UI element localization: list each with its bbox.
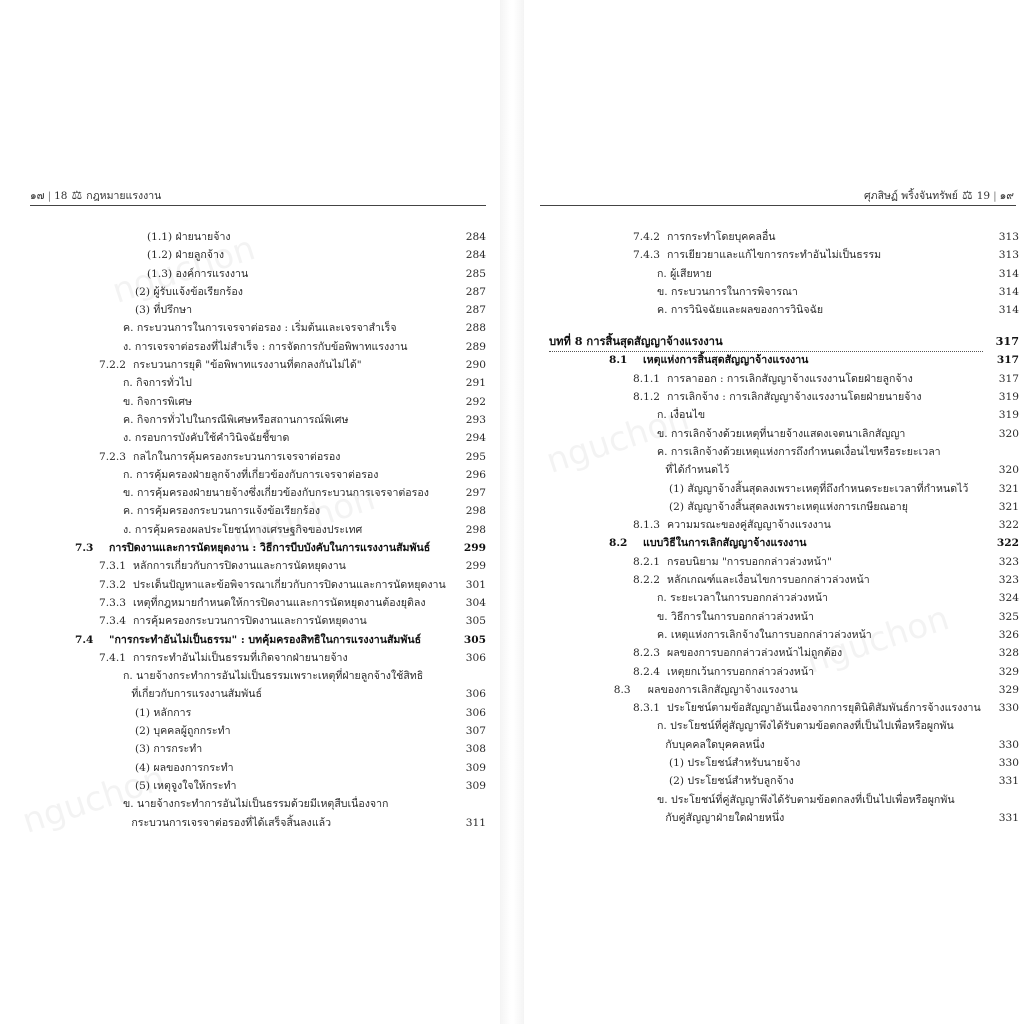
page-reference: 324 bbox=[998, 592, 1019, 605]
entry-title: (5) เหตุจูงใจให้กระทำ bbox=[135, 779, 237, 792]
page-reference: 298 bbox=[465, 523, 486, 536]
entry-title: การลาออก : การเลิกสัญญาจ้างแรงงานโดยฝ่ายลูกจ้าง bbox=[667, 372, 913, 385]
page-reference: 287 bbox=[465, 285, 486, 298]
page-reference: 321 bbox=[998, 500, 1019, 513]
toc-entry bbox=[0, 631, 486, 649]
toc-entry bbox=[524, 370, 1019, 388]
section-number: 7.3.4 bbox=[99, 615, 126, 628]
entry-title: (3) ที่ปรึกษา bbox=[135, 304, 193, 317]
toc-entry bbox=[0, 356, 486, 374]
entry-title: ผลของการบอกกล่าวล่วงหน้าไม่ถูกต้อง bbox=[667, 647, 843, 660]
entry-title: ง. กรอบการบังคับใช้คำวินิจฉัยชี้ขาด bbox=[123, 432, 290, 445]
toc-entry bbox=[524, 791, 1019, 809]
left-page bbox=[0, 0, 500, 1024]
entry-title: กับบุคคลใดบุคคลหนึ่ง bbox=[665, 738, 765, 751]
page-reference: 317 bbox=[995, 334, 1019, 349]
toc-entry bbox=[0, 685, 486, 703]
entry-title: การปิดงานและการนัดหยุดงาน : วิธีการบีบบังคับในการแรงงานสัมพันธ์ bbox=[109, 542, 431, 555]
page-reference: 309 bbox=[465, 761, 486, 774]
entry-title: (3) การกระทำ bbox=[135, 743, 203, 756]
entry-title: (1.1) ฝ่ายนายจ้าง bbox=[147, 231, 231, 243]
page-reference: 295 bbox=[465, 450, 486, 463]
toc-entry bbox=[0, 265, 486, 283]
entry-title: ประเด็นปัญหาและข้อพิจารณาเกี่ยวกับการปิดงานและการนัดหยุดงาน bbox=[133, 578, 446, 591]
page-reference: 305 bbox=[463, 633, 486, 646]
toc-entry bbox=[0, 722, 486, 740]
page-reference: 330 bbox=[998, 757, 1019, 770]
page-reference: 291 bbox=[465, 377, 486, 390]
page-reference: 306 bbox=[465, 688, 486, 701]
entry-title: (2) ประโยชน์สำหรับลูกจ้าง bbox=[669, 775, 794, 788]
page-reference: 331 bbox=[998, 775, 1019, 788]
toc-entry bbox=[524, 571, 1019, 589]
entry-title: ข. วิธีการในการบอกกล่าวล่วงหน้า bbox=[657, 610, 815, 623]
page-reference: 292 bbox=[465, 395, 486, 408]
toc-entry bbox=[524, 516, 1019, 534]
page-number: 18 bbox=[54, 190, 68, 202]
toc-entry bbox=[524, 246, 1019, 264]
page-reference: 299 bbox=[463, 542, 486, 555]
page-reference: 330 bbox=[998, 702, 1019, 715]
toc-entry bbox=[0, 448, 486, 466]
page-reference: 314 bbox=[998, 304, 1019, 317]
section-number: 7.4 bbox=[75, 633, 94, 646]
entry-title: ก. ระยะเวลาในการบอกกล่าวล่วงหน้า bbox=[657, 592, 828, 605]
scales-of-justice-icon: ⚖ bbox=[961, 188, 973, 202]
entry-title: ข. นายจ้างกระทำการอันไม่เป็นธรรมด้วยมีเหตุสืบเนื่องจาก bbox=[123, 798, 389, 811]
toc-entry bbox=[524, 425, 1019, 443]
right-page bbox=[524, 0, 1024, 1024]
toc-entry bbox=[0, 301, 486, 319]
section-number: 8.1.3 bbox=[633, 519, 660, 532]
page-reference: 307 bbox=[465, 725, 486, 738]
entry-title: กระบวนการเจรจาต่อรองที่ได้เสร็จสิ้นลงแล้ว bbox=[131, 816, 332, 829]
toc-entry bbox=[524, 443, 1019, 461]
page-reference: 284 bbox=[465, 231, 486, 243]
section-number: 8.2.1 bbox=[633, 555, 660, 568]
toc-entry bbox=[0, 393, 486, 411]
header-separator: | bbox=[993, 190, 997, 202]
entry-title: ค. การวินิจฉัยและผลของการวินิจฉัย bbox=[657, 304, 824, 317]
entry-title: กับคู่สัญญาฝ่ายใดฝ่ายหนึ่ง bbox=[665, 811, 785, 824]
entry-title: ก. เงื่อนไข bbox=[657, 409, 706, 422]
toc-entry bbox=[524, 553, 1019, 571]
entry-title: ที่ได้กำหนดไว้ bbox=[665, 464, 730, 477]
section-number: 8.2.2 bbox=[633, 574, 660, 587]
page-reference: 317 bbox=[996, 354, 1019, 367]
section-number: 7.2.3 bbox=[99, 450, 126, 463]
section-number: 7.4.1 bbox=[99, 651, 126, 664]
entry-title: เหตุแห่งการสิ้นสุดสัญญาจ้างแรงงาน bbox=[643, 354, 809, 367]
page-reference: 314 bbox=[998, 267, 1019, 280]
toc-entry bbox=[0, 246, 486, 264]
toc-entry bbox=[524, 534, 1019, 552]
toc-entry bbox=[0, 649, 486, 667]
toc-entry bbox=[524, 644, 1019, 662]
entry-title: ค. การเลิกจ้างด้วยเหตุแห่งการถึงกำหนดเงื่อนไขหรือระยะเวลา bbox=[657, 445, 941, 458]
page-reference: 321 bbox=[998, 482, 1019, 495]
toc-entry bbox=[524, 351, 1019, 369]
toc-entry bbox=[0, 795, 486, 813]
page-reference: 305 bbox=[465, 615, 486, 628]
section-number: 7.3.2 bbox=[99, 578, 126, 591]
entry-title: (1) สัญญาจ้างสิ้นสุดลงเพราะเหตุที่ถึงกำหนดระยะเวลาที่กำหนดไว้ bbox=[669, 482, 969, 495]
entry-title: ก. นายจ้างกระทำการอันไม่เป็นธรรมเพราะเหตุที่ฝ่ายลูกจ้างใช้สิทธิ bbox=[123, 670, 424, 683]
page-reference: 294 bbox=[465, 432, 486, 445]
toc-entry bbox=[0, 667, 486, 685]
entry-title: ก. ผู้เสียหาย bbox=[657, 267, 712, 280]
entry-title: เหตุที่กฎหมายกำหนดให้การปิดงานและการนัดหยุดงานต้องยุติลง bbox=[133, 596, 426, 609]
page-reference: 329 bbox=[998, 683, 1019, 696]
toc-entry bbox=[0, 612, 486, 630]
toc-entry bbox=[0, 374, 486, 392]
entry-title: (1) ประโยชน์สำหรับนายจ้าง bbox=[669, 757, 801, 770]
header-separator: | bbox=[47, 190, 52, 202]
entry-title: ง. การคุ้มครองผลประโยชน์ทางเศรษฐกิจของประเทศ bbox=[123, 523, 363, 536]
toc-entry bbox=[524, 772, 1019, 790]
section-number: 7.2.2 bbox=[99, 359, 126, 372]
page-reference: 290 bbox=[465, 359, 486, 372]
header-rule bbox=[540, 205, 1016, 206]
entry-title: เหตุยกเว้นการบอกกล่าวล่วงหน้า bbox=[667, 665, 815, 678]
page-reference: 309 bbox=[465, 779, 486, 792]
page-reference: 325 bbox=[998, 610, 1019, 623]
entry-title: บทที่ 8 การสิ้นสุดสัญญาจ้างแรงงาน bbox=[549, 331, 983, 352]
header-rule bbox=[30, 205, 486, 206]
toc-entry bbox=[0, 502, 486, 520]
entry-title: การกระทำอันไม่เป็นธรรมที่เกิดจากฝ่ายนายจ้าง bbox=[133, 651, 348, 664]
page-reference: 296 bbox=[465, 468, 486, 481]
entry-title: ข. ประโยชน์ที่คู่สัญญาพึงได้รับตามข้อตกลงที่เป็นไปเพื่อหรือผูกพัน bbox=[657, 793, 955, 806]
page-reference: 319 bbox=[998, 391, 1019, 404]
page-reference: 322 bbox=[996, 537, 1019, 550]
toc-entry bbox=[524, 480, 1019, 498]
book-gutter bbox=[500, 0, 524, 1024]
right-page-header bbox=[864, 186, 1014, 204]
entry-title: ผลของการเลิกสัญญาจ้างแรงงาน bbox=[647, 683, 798, 696]
toc-entry bbox=[524, 754, 1019, 772]
entry-title: ข. กระบวนการในการพิจารณา bbox=[657, 285, 798, 298]
section-number: 8.2.4 bbox=[633, 665, 660, 678]
page-reference: 299 bbox=[465, 560, 486, 573]
toc-entry bbox=[524, 663, 1019, 681]
entry-title: (2) สัญญาจ้างสิ้นสุดลงเพราะเหตุแห่งการเกษียณอายุ bbox=[669, 500, 908, 513]
toc-entry bbox=[524, 681, 1019, 699]
section-number: 7.4.2 bbox=[633, 231, 660, 243]
toc-entry bbox=[0, 704, 486, 722]
page-reference: 320 bbox=[998, 427, 1019, 440]
entry-title: ประโยชน์ตามข้อสัญญาอันเนื่องจากการยุตินิติสัมพันธ์การจ้างแรงงาน bbox=[667, 702, 981, 715]
toc-entry bbox=[524, 406, 1019, 424]
page-reference: 298 bbox=[465, 505, 486, 518]
entry-title: การกระทำโดยบุคคลอื่น bbox=[667, 231, 776, 243]
page-reference: 323 bbox=[998, 574, 1019, 587]
toc-entry bbox=[0, 759, 486, 777]
toc-entry bbox=[524, 461, 1019, 479]
entry-title: ค. กิจการทั่วไปในกรณีพิเศษหรือสถานการณ์พิเศษ bbox=[123, 413, 349, 426]
toc-entry bbox=[524, 608, 1019, 626]
section-number: 7.3.1 bbox=[99, 560, 126, 573]
entry-title: ที่เกี่ยวกับการแรงงานสัมพันธ์ bbox=[131, 688, 262, 701]
section-number: 8.1 bbox=[609, 354, 628, 367]
page-reference: 323 bbox=[998, 555, 1019, 568]
section-number: 8.1.2 bbox=[633, 391, 660, 404]
left-page-header bbox=[30, 186, 161, 204]
scales-of-justice-icon: ⚖ bbox=[71, 188, 83, 202]
toc-entry bbox=[524, 717, 1019, 735]
toc-entry bbox=[0, 557, 486, 575]
entry-title: การเยียวยาและแก้ไขการกระทำอันไม่เป็นธรรม bbox=[667, 249, 882, 262]
page-number: 19 bbox=[976, 190, 991, 202]
page-reference: 329 bbox=[998, 665, 1019, 678]
toc-entry bbox=[0, 466, 486, 484]
entry-title: "การกระทำอันไม่เป็นธรรม" : บทคุ้มครองสิทธิในการแรงงานสัมพันธ์ bbox=[109, 633, 422, 646]
entry-title: กลไกในการคุ้มครองกระบวนการเจรจาต่อรอง bbox=[133, 450, 341, 463]
book-title: กฎหมายแรงงาน bbox=[86, 190, 162, 202]
toc-entry bbox=[0, 539, 486, 557]
toc-entry bbox=[0, 777, 486, 795]
toc-entry bbox=[0, 429, 486, 447]
page-reference: 288 bbox=[465, 322, 486, 335]
entry-title: (2) ผู้รับแจ้งข้อเรียกร้อง bbox=[135, 285, 243, 298]
section-number: 7.4.3 bbox=[633, 249, 660, 262]
entry-title: ข. การเลิกจ้างด้วยเหตุที่นายจ้างแสดงเจตนาเลิกสัญญา bbox=[657, 427, 906, 440]
entry-title: (1.2) ฝ่ายลูกจ้าง bbox=[147, 249, 225, 262]
entry-title: (1.3) องค์การแรงงาน bbox=[147, 267, 249, 280]
section-number: 8.2.3 bbox=[633, 647, 660, 660]
entry-title: ก. ประโยชน์ที่คู่สัญญาพึงได้รับตามข้อตกลงที่เป็นไปเพื่อหรือผูกพัน bbox=[657, 720, 954, 733]
entry-title: (4) ผลของการกระทำ bbox=[135, 761, 234, 774]
page-reference: 306 bbox=[465, 651, 486, 664]
entry-title: ค. เหตุแห่งการเลิกจ้างในการบอกกล่าวล่วงหน้า bbox=[657, 628, 872, 641]
toc-entry bbox=[524, 498, 1019, 516]
page-reference: 314 bbox=[998, 285, 1019, 298]
entry-title: หลักเกณฑ์และเงื่อนไขการบอกกล่าวล่วงหน้า bbox=[667, 574, 870, 587]
entry-title: การเลิกจ้าง : การเลิกสัญญาจ้างแรงงานโดยฝ่ายนายจ้าง bbox=[667, 391, 922, 404]
page-reference: 293 bbox=[465, 413, 486, 426]
toc-entry bbox=[524, 265, 1019, 283]
page-reference: 326 bbox=[998, 628, 1019, 641]
entry-title: ค. กระบวนการในการเจรจาต่อรอง : เริ่มต้นและเจรจาสำเร็จ bbox=[123, 322, 397, 335]
thai-page-number: ๑๗ bbox=[30, 190, 45, 202]
entry-title: ก. กิจการทั่วไป bbox=[123, 377, 192, 390]
table-of-contents-right bbox=[524, 228, 1019, 827]
entry-title: แบบวิธีในการเลิกสัญญาจ้างแรงงาน bbox=[643, 537, 807, 550]
page-reference: 308 bbox=[465, 743, 486, 756]
page-reference: 322 bbox=[998, 519, 1019, 532]
toc-entry bbox=[524, 388, 1019, 406]
toc-entry bbox=[0, 338, 486, 356]
page-reference: 284 bbox=[465, 249, 486, 262]
page-reference: 319 bbox=[998, 409, 1019, 422]
toc-entry bbox=[0, 484, 486, 502]
toc-entry bbox=[0, 411, 486, 429]
entry-title: หลักการเกี่ยวกับการปิดงานและการนัดหยุดงาน bbox=[133, 560, 346, 573]
thai-page-number: ๑๙ bbox=[999, 190, 1014, 202]
toc-entry bbox=[524, 736, 1019, 754]
page-reference: 331 bbox=[998, 811, 1019, 824]
section-number: 7.3 bbox=[75, 542, 94, 555]
page-reference: 306 bbox=[465, 706, 486, 719]
page-reference: 330 bbox=[998, 738, 1019, 751]
entry-title: ค. การคุ้มครองกระบวนการแจ้งข้อเรียกร้อง bbox=[123, 505, 320, 518]
section-number: 8.3.1 bbox=[633, 702, 660, 715]
page-reference: 301 bbox=[465, 578, 486, 591]
toc-entry bbox=[524, 283, 1019, 301]
entry-title: (2) บุคคลผู้ถูกกระทำ bbox=[135, 725, 231, 738]
toc-entry bbox=[524, 626, 1019, 644]
toc-entry bbox=[0, 228, 486, 246]
toc-entry bbox=[524, 699, 1019, 717]
toc-entry bbox=[0, 740, 486, 758]
page-reference: 313 bbox=[998, 231, 1019, 243]
chapter-heading bbox=[524, 331, 1019, 351]
page-reference: 313 bbox=[998, 249, 1019, 262]
section-number: 8.3 bbox=[613, 683, 631, 696]
section-number: 8.1.1 bbox=[633, 372, 660, 385]
toc-entry bbox=[524, 301, 1019, 319]
entry-title: ข. กิจการพิเศษ bbox=[123, 395, 192, 408]
entry-title: การคุ้มครองกระบวนการปิดงานและการนัดหยุดงาน bbox=[133, 615, 367, 628]
toc-entry bbox=[0, 576, 486, 594]
entry-title: ความมรณะของคู่สัญญาจ้างแรงงาน bbox=[667, 519, 831, 532]
table-of-contents-left bbox=[0, 228, 486, 832]
entry-title: กรอบนิยาม "การบอกกล่าวล่วงหน้า" bbox=[667, 555, 832, 568]
toc-entry bbox=[0, 319, 486, 337]
toc-entry bbox=[524, 228, 1019, 246]
entry-title: ง. การเจรจาต่อรองที่ไม่สำเร็จ : การจัดการกับข้อพิพาทแรงงาน bbox=[123, 340, 408, 353]
page-reference: 328 bbox=[998, 647, 1019, 660]
page-reference: 320 bbox=[998, 464, 1019, 477]
entry-title: ก. การคุ้มครองฝ่ายลูกจ้างที่เกี่ยวข้องกับการเจรจาต่อรอง bbox=[123, 468, 379, 481]
page-reference: 317 bbox=[998, 372, 1019, 385]
toc-entry bbox=[524, 809, 1019, 827]
section-number: 7.3.3 bbox=[99, 596, 126, 609]
page-reference: 311 bbox=[465, 816, 486, 829]
toc-entry bbox=[0, 814, 486, 832]
page-reference: 297 bbox=[465, 487, 486, 500]
page-reference: 289 bbox=[465, 340, 486, 353]
page-reference: 304 bbox=[465, 596, 486, 609]
entry-title: ข. การคุ้มครองฝ่ายนายจ้างซึ่งเกี่ยวข้องกับกระบวนการเจรจาต่อรอง bbox=[123, 487, 429, 500]
page-reference: 287 bbox=[465, 304, 486, 317]
entry-title: กระบวนการยุติ "ข้อพิพาทแรงงานที่ตกลงกันไม่ได้" bbox=[133, 359, 362, 372]
author-name: ศุภสิษฏ์ พริ้งจันทรัพย์ bbox=[863, 190, 958, 202]
section-number: 8.2 bbox=[609, 537, 628, 550]
toc-entry bbox=[524, 589, 1019, 607]
toc-entry bbox=[0, 283, 486, 301]
toc-entry bbox=[0, 594, 486, 612]
toc-entry bbox=[0, 521, 486, 539]
page-reference: 285 bbox=[465, 267, 486, 280]
entry-title: (1) หลักการ bbox=[135, 706, 192, 719]
